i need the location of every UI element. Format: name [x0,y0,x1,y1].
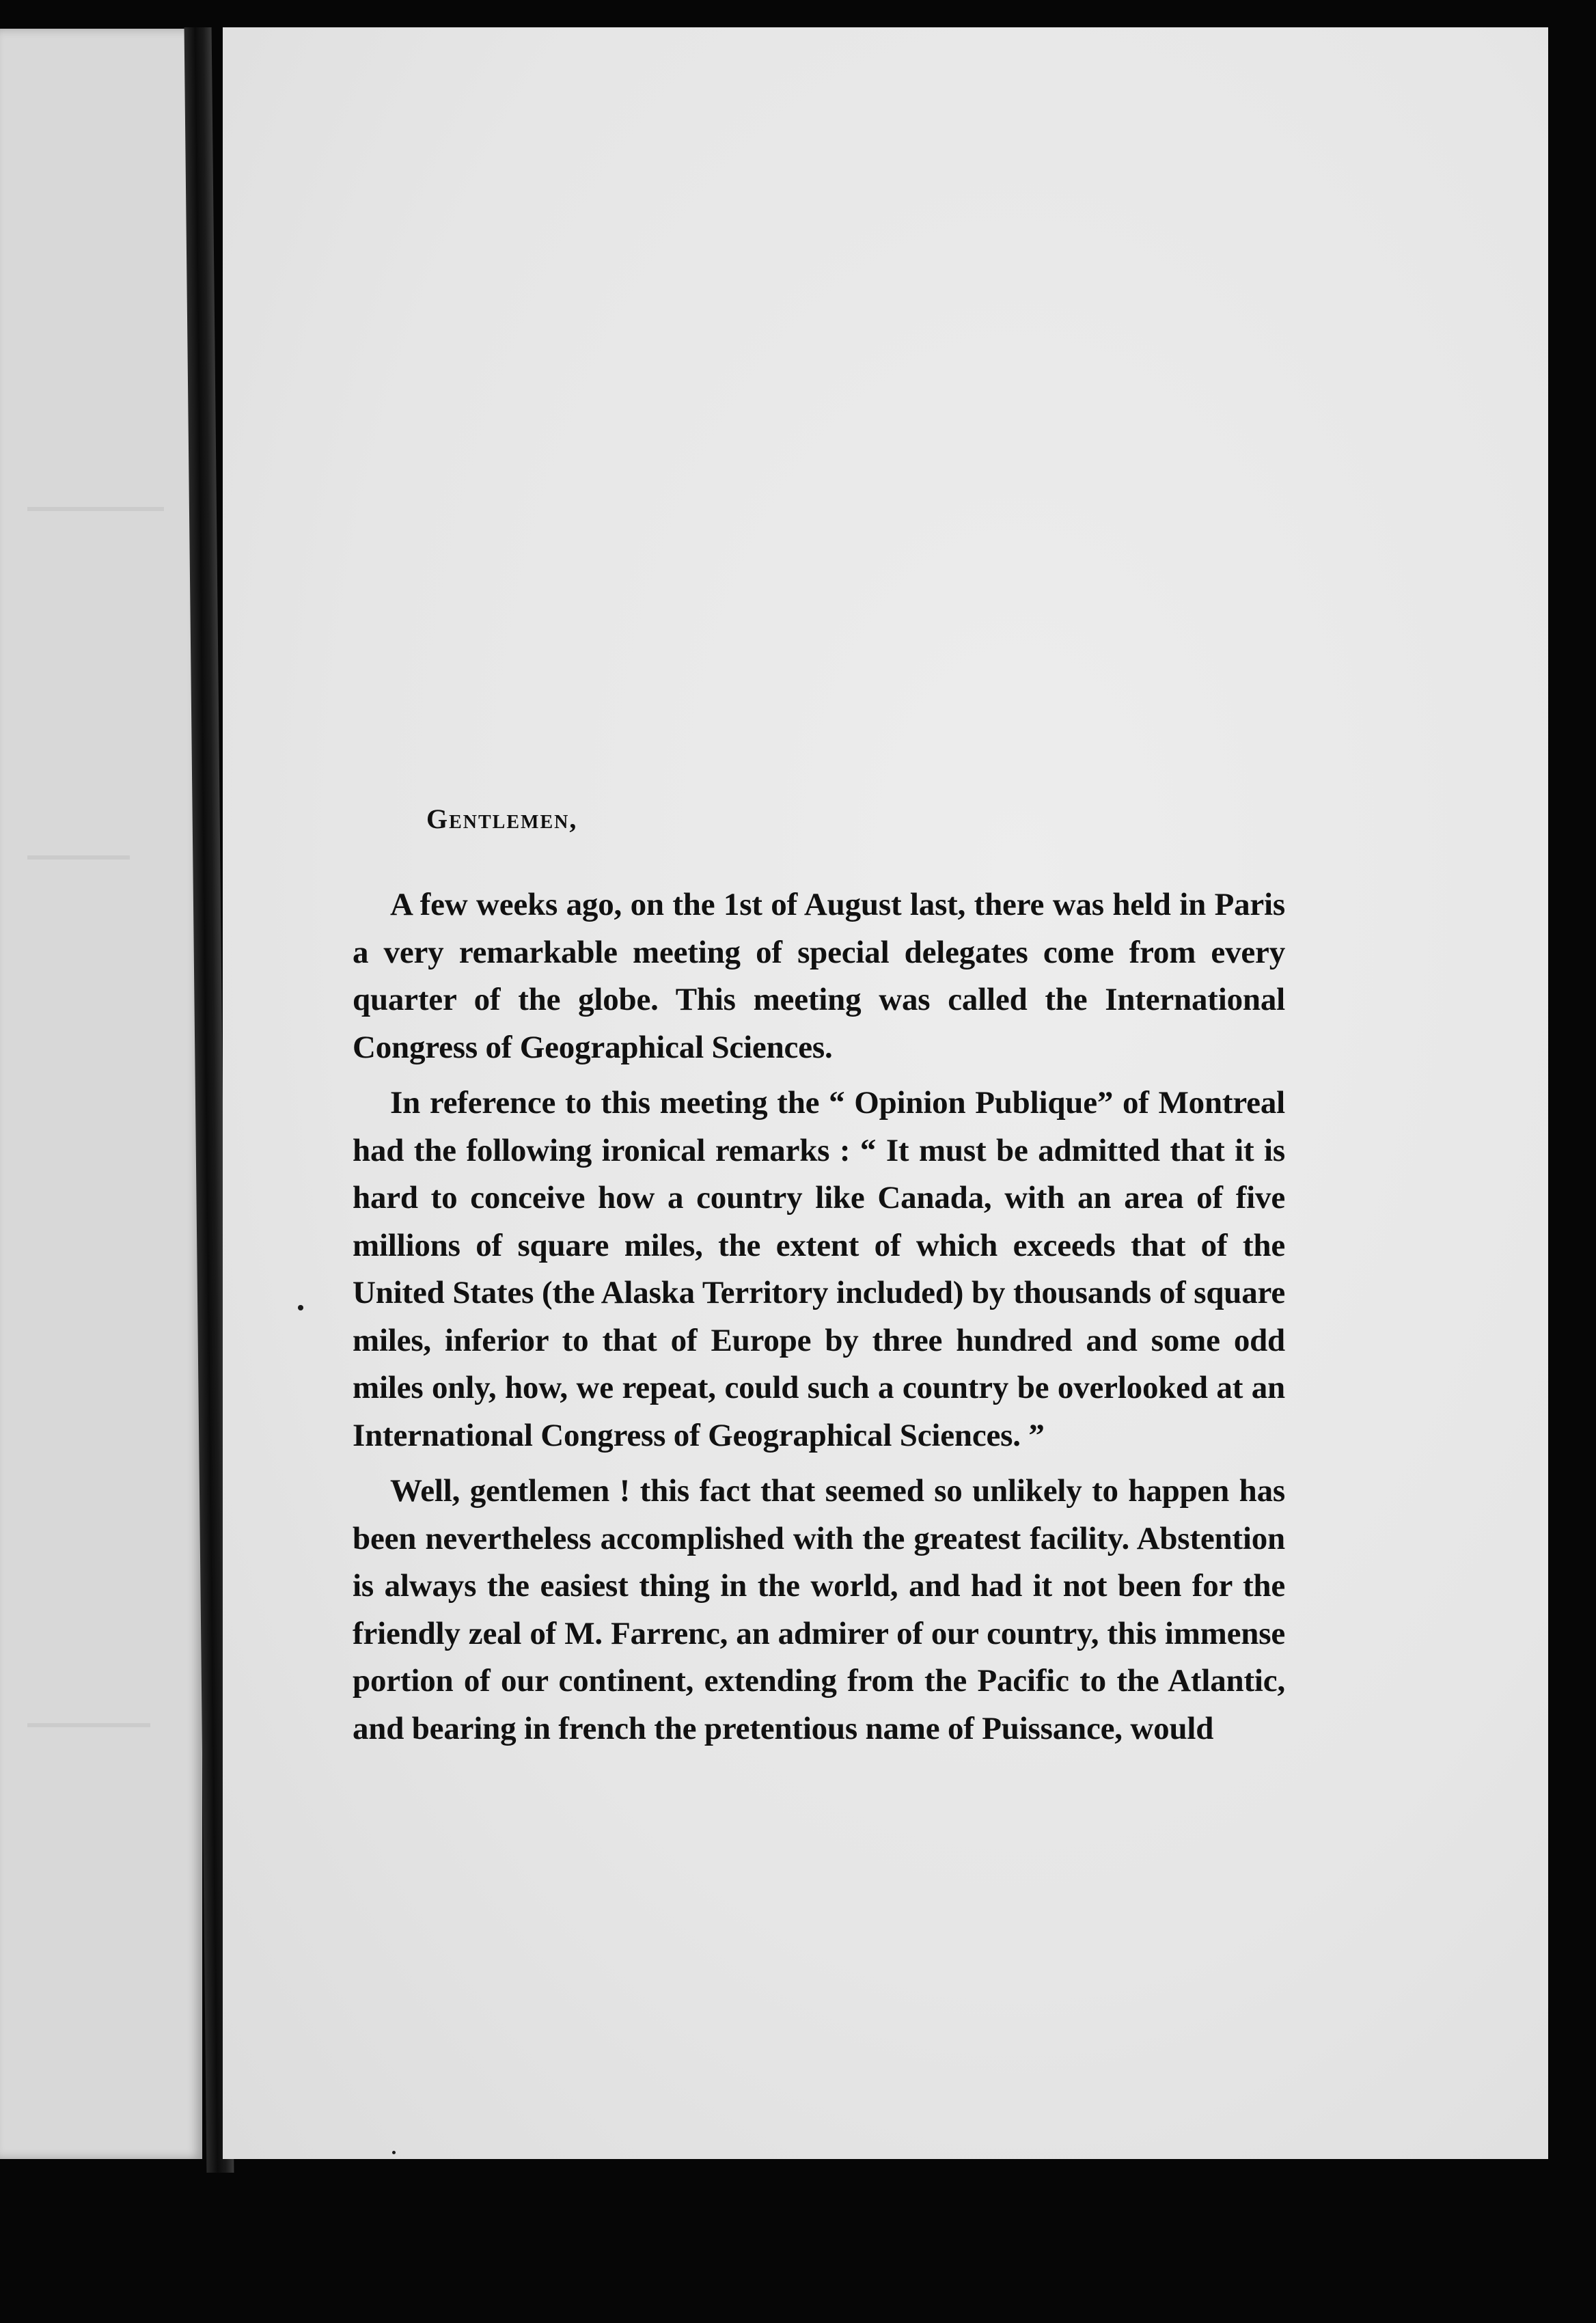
paragraph: Well, gentlemen ! this fact that seemed so unlikely to happen has been nevertheless accomplished with the greatest facility. Abstention is always the easiest thing in the world, and had it not been for the friendly zeal of M. Farrenc, an admirer of our country, this immense portion of our continent, extending from the Pacific to the Atlantic, and bearing in french the pretentious name of Puissance, would [353,1473,1285,1746]
salutation: Gentlemen, [426,803,578,834]
ink-speck [392,2151,396,2154]
paragraph: A few weeks ago, on the 1st of August last, there was held in Paris a very remarkable meeting of special delegates come from every quarter of the globe. This meeting was called the International Congress of Geographical Sciences. [353,887,1285,1065]
bleed-through-mark [27,855,130,860]
body-text [353,803,1285,1761]
ink-speck [298,1305,303,1310]
paragraph: In reference to this meeting the “ Opinion Publique” of Montreal had the following ironical remarks : “ It must be admitted that it is hard to conceive how a country like Canada, with an area of five millions of square miles, the extent of which exceeds that of the United States (the Alaska Territory included) by thousands of square miles, inferior to that of Europe by three hundred and some odd miles only, how, we repeat, could such a country be overlooked at an International Congress of Geographical Sciences. ” [353,1085,1285,1453]
bleed-through-mark [27,1723,150,1727]
previous-page [0,29,202,2159]
document-page [223,27,1548,2159]
bleed-through-mark [27,507,164,511]
